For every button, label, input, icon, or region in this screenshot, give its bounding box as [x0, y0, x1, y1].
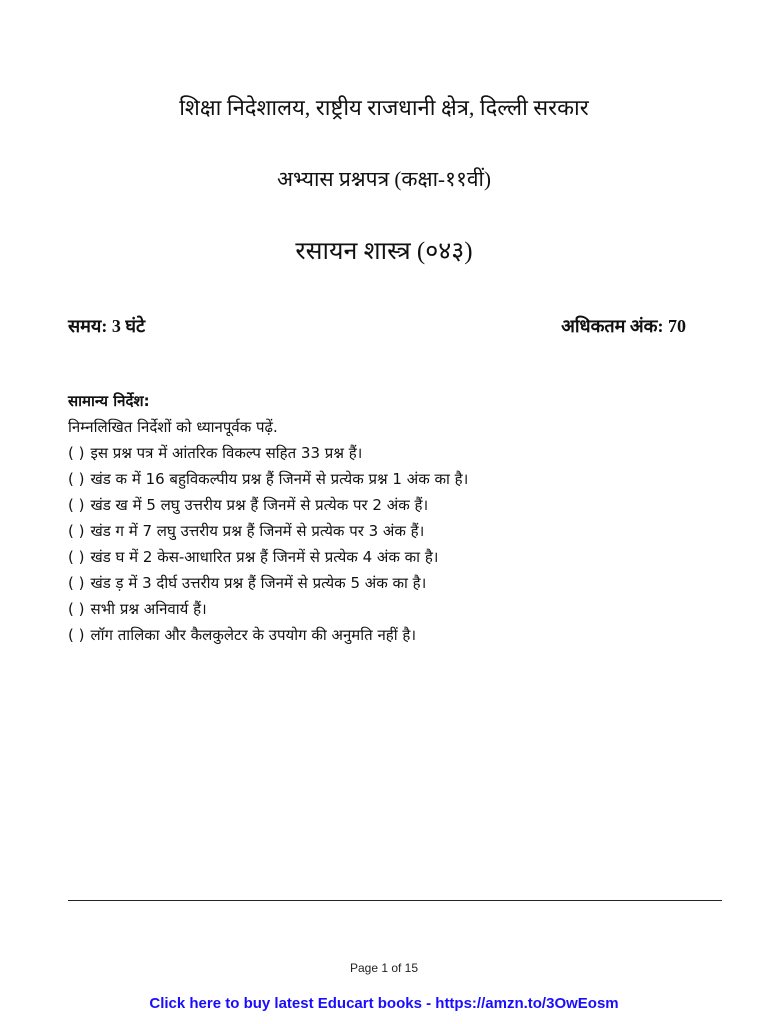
instruction-text: लॉग तालिका और कैलकुलेटर के उपयोग की अनुमति नहीं है। — [90, 626, 417, 644]
instruction-item — [68, 596, 708, 622]
checkbox-marker: ( ) — [68, 522, 85, 540]
instruction-text: खंड घ में 2 केस-आधारित प्रश्न हैं जिनमें से प्रत्येक 4 अंक का है। — [90, 548, 439, 566]
instructions-intro: निम्नलिखित निर्देशों को ध्यानपूर्वक पढ़ें. — [68, 418, 278, 436]
instruction-text: खंड ख में 5 लघु उत्तरीय प्रश्न हैं जिनमें से प्रत्येक पर 2 अंक हैं। — [90, 496, 429, 514]
checkbox-marker: ( ) — [68, 626, 85, 644]
organization-title: शिक्षा निदेशालय, राष्ट्रीय राजधानी क्षेत्र, दिल्ली सरकार — [179, 95, 589, 120]
checkbox-marker: ( ) — [68, 574, 85, 592]
instruction-text: सभी प्रश्न अनिवार्य हैं। — [90, 600, 207, 618]
checkbox-marker: ( ) — [68, 548, 85, 566]
instruction-list — [68, 440, 708, 648]
instruction-text: खंड ग में 7 लघु उत्तरीय प्रश्न हैं जिनमें से प्रत्येक पर 3 अंक हैं। — [90, 522, 425, 540]
instruction-item — [68, 440, 708, 466]
exam-meta-row — [68, 314, 686, 342]
instruction-text: इस प्रश्न पत्र में आंतरिक विकल्प सहित 33 प्रश्न हैं। — [90, 444, 363, 462]
footer-divider — [68, 900, 722, 901]
instruction-item — [68, 492, 708, 518]
checkbox-marker: ( ) — [68, 444, 85, 462]
instruction-item — [68, 518, 708, 544]
checkbox-marker: ( ) — [68, 496, 85, 514]
instructions-heading: सामान्य निर्देश: — [68, 392, 150, 410]
time-allowed: समय: 3 घंटे — [68, 316, 146, 336]
maximum-marks: अधिकतम अंक: 70 — [561, 316, 686, 336]
instruction-item — [68, 466, 708, 492]
page-number: Page 1 of 15 — [349, 961, 419, 975]
paper-title: अभ्यास प्रश्नपत्र (कक्षा-११वीं) — [277, 167, 491, 191]
checkbox-marker: ( ) — [68, 470, 85, 488]
instruction-item — [68, 570, 708, 596]
instruction-text: खंड ड़ में 3 दीर्घ उत्तरीय प्रश्न हैं जिनमें से प्रत्येक 5 अंक का है। — [90, 574, 427, 592]
subject-title: रसायन शास्त्र (०४३) — [295, 238, 473, 265]
instruction-text: खंड क में 16 बहुविकल्पीय प्रश्न हैं जिनमें से प्रत्येक प्रश्न 1 अंक का है। — [90, 470, 469, 488]
general-instructions — [68, 388, 708, 648]
checkbox-marker: ( ) — [68, 600, 85, 618]
instruction-item — [68, 622, 708, 648]
instruction-item — [68, 544, 708, 570]
educart-promo-link[interactable]: Click here to buy latest Educart books - https://amzn.to/3OwEosm — [149, 995, 619, 1012]
